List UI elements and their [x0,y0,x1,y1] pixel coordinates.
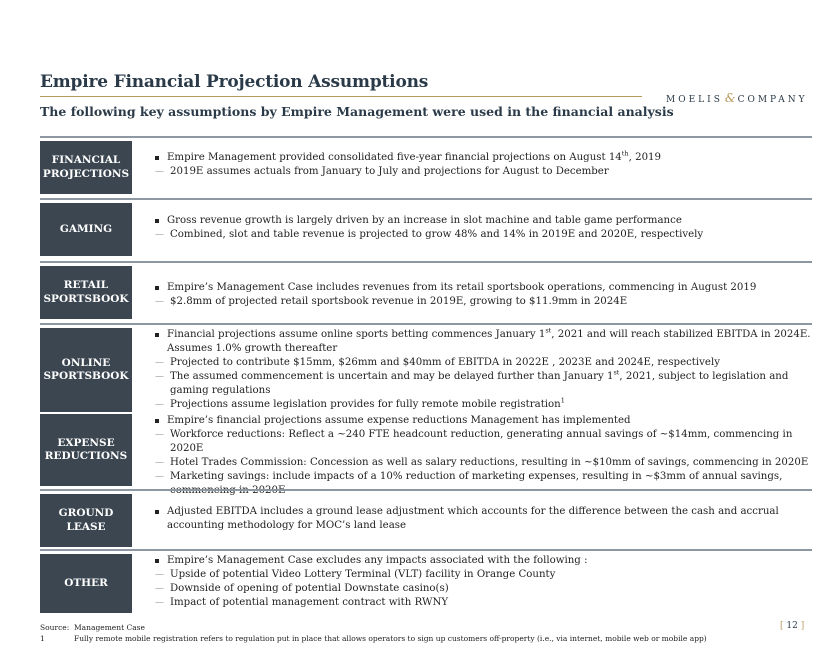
section-content [152,151,812,179]
section-ground-lease [40,494,812,547]
section-expense-reductions [40,414,812,486]
source-text: Management Case [74,623,145,632]
page-number-value: 12 [786,621,798,631]
company-logo [666,91,808,105]
logo-right-text: COMPANY [737,95,808,105]
section-online-sportsbook [40,328,812,412]
sub-bullet-item: — Projected to contribute $15mm, $26mm and $40mm of EBITDA in 2022E , 2023E and 2024E, respectively [152,356,812,370]
source-note [40,622,707,633]
section-content [152,281,812,309]
bullet-text: Empire Management provided consolidated five-year financial projections on August 14 [167,152,622,163]
page-bracket-close: ] [800,621,805,631]
logo-left-text: MOELIS [666,95,723,105]
bullet-item: Adjusted EBITDA includes a ground lease adjustment which accounts for the difference between the cash and accrual accounting methodology for MOC’s land lease [152,505,812,533]
bullet-item: Empire’s Management Case excludes any impacts associated with the following : [152,554,812,568]
section-separator [40,198,812,200]
sub-bullet-text: , 2021, subject to legislation and gaming regulations [170,371,789,396]
section-label-line: GAMING [59,222,113,235]
footnote-number: 1 [40,634,45,643]
section-label-line: FINANCIAL [51,154,121,167]
sub-bullet-item: — Combined, slot and table revenue is projected to grow 48% and 14% in 2019E and 2020E, respectively [152,228,812,242]
page-subtitle: The following key assumptions by Empire Management were used in the financial analysis [40,104,674,119]
section-label-line: GROUND [58,507,114,520]
source-label: Source: [40,623,70,632]
logo-ampersand: & [724,91,736,105]
bullet-text: , 2019 [628,152,662,163]
section-label-line: LEASE [66,520,106,533]
section-separator [40,489,812,491]
section-label [40,554,132,613]
section-content [152,328,812,412]
bullet-item: Gross revenue growth is largely driven by an increase in slot machine and table game performance [152,214,812,228]
section-label [40,414,132,486]
bullet-text: Financial projections assume online sports betting commences January 1 [167,329,546,340]
sub-bullet-item: — Marketing savings: include impacts of a 10% reduction of marketing expenses, resulting in ~$3mm of annual savings, [152,470,812,498]
sub-bullet-item: — Upside of potential Video Lottery Terminal (VLT) facility in Orange County [152,568,812,582]
sub-bullet-item: — Impact of potential management contract with RWNY [152,596,812,610]
sub-bullet-item: — $2.8mm of projected retail sportsbook revenue in 2019E, growing to $11.9mm in 2024E [152,295,812,309]
section-label [40,141,132,194]
section-separator [40,136,812,138]
sub-bullet-text: The assumed commencement is uncertain and may be delayed further than January 1 [170,371,614,382]
section-other [40,554,812,613]
page-number [780,621,804,631]
section-content [152,505,812,533]
section-label-line: OTHER [64,576,108,589]
section-label-line: RETAIL [63,279,109,292]
sub-bullet-item: — Hotel Trades Commission: Concession as well as salary reductions, resulting in ~$10mm of savings, commencing in 2020E [152,456,812,470]
section-content [152,214,812,242]
section-label-line: PROJECTIONS [42,167,130,180]
sub-bullet-item [152,370,812,398]
ordinal-suffix: st [613,368,620,377]
section-label-line: ONLINE [61,356,111,369]
section-label-line: SPORTSBOOK [43,370,129,382]
section-separator [40,261,812,263]
section-label [40,494,132,547]
footnotes [40,622,707,644]
section-label-line: SPORTSBOOK [43,292,129,305]
sub-bullet-text: Projections assume legislation provides for fully remote mobile registration [170,399,561,410]
section-separator [40,549,812,551]
footnote-marker: 1 [560,396,565,405]
bullet-item [152,328,812,356]
section-content [152,414,812,498]
bullet-item: Empire’s Management Case includes revenues from its retail sportsbook operations, commencing in August 2019 [152,281,812,295]
sub-bullet-item: — 2019E assumes actuals from January to July and projections for August to December [152,165,812,179]
section-label-line: REDUCTIONS [44,450,128,462]
ordinal-suffix: th [621,149,629,158]
bullet-item [152,151,812,165]
section-label-line: EXPENSE [57,436,115,449]
page-bracket-open: [ [780,621,784,631]
section-label [40,203,132,256]
section-separator [40,323,812,325]
bullet-item: Empire’s financial projections assume expense reductions Management has implemented [152,414,812,428]
page-title: Empire Financial Projection Assumptions [40,72,429,92]
sub-bullet-item: — Workforce reductions: Reflect a ~240 FTE headcount reduction, generating annual savings of ~$14mm, commencing in 2020E [152,428,812,456]
sub-bullet-item: — Downside of opening of potential Downstate casino(s) [152,582,812,596]
footnote-text: Fully remote mobile registration refers to regulation put in place that allows operators to sign up customers off-property (i.e., via internet, mobile web or mobile app) [74,634,707,643]
section-gaming [40,203,812,256]
section-financial-projections [40,141,812,194]
title-rule [40,96,642,97]
section-content [152,554,812,610]
ordinal-suffix: st [545,326,552,335]
section-retail-sportsbook [40,266,812,319]
section-label [40,266,132,319]
footnote [40,633,707,644]
section-label [40,328,132,412]
sub-bullet-item [152,398,812,412]
bullet-text: , 2021 and will reach stabilized EBITDA in 2024E. Assumes 1.0% growth thereafter [167,329,811,354]
